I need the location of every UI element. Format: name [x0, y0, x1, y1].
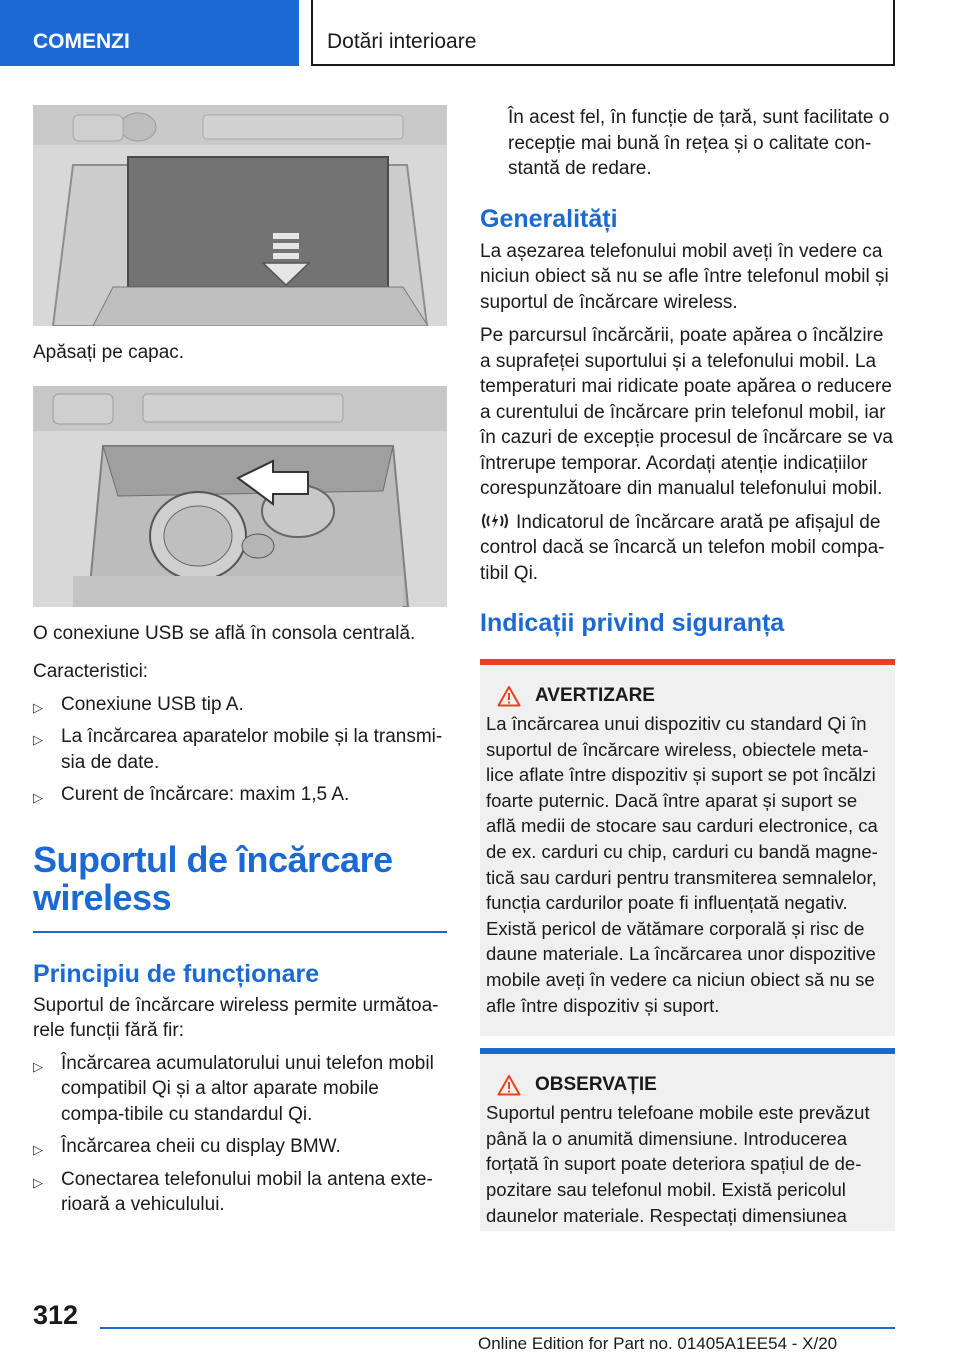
- continued-bullet-text: În acest fel, în funcție de țară, sunt facilitate o recepție mai bună în rețea și o calitate con‐stantă de redare.: [508, 107, 890, 179]
- photo-caption-2: O conexiune USB se află în consola centrală.: [33, 623, 416, 644]
- photo-caption-1: Apăsați pe capac.: [33, 342, 185, 363]
- page-number: 312: [33, 1300, 79, 1330]
- right-column: [480, 105, 895, 1231]
- bullet-triangle-icon: ▷: [33, 1142, 43, 1157]
- note-title: OBSERVAȚIE: [535, 1074, 657, 1096]
- cover-press-photo: [33, 105, 447, 326]
- warning-triangle-icon: [497, 685, 521, 707]
- warning-box: [480, 659, 895, 1036]
- page-header: [0, 0, 960, 66]
- note-heading: [497, 1074, 887, 1096]
- bullet-triangle-icon: ▷: [33, 1174, 43, 1190]
- warning-triangle-icon: [497, 1074, 521, 1096]
- subsection-title: Principiu de funcționare: [33, 959, 320, 988]
- chapter-title: Dotări interioare: [311, 0, 895, 66]
- list-item: ▷ La încărcarea aparatelor mobile și la transmi‐sia de date.: [33, 726, 443, 773]
- general-paragraph-3: Indicatorul de încărcare arată pe afișajul de control dacă se încarcă un telefon mobil compa‐tibil Qi.: [480, 511, 885, 584]
- section-tab: COMENZI: [0, 0, 299, 66]
- principle-intro: Suportul de încărcare wireless permite următoa‐rele funcții fără fir:: [33, 994, 439, 1041]
- bullet-triangle-icon: ▷: [33, 790, 43, 805]
- usb-console-photo: [33, 386, 447, 607]
- list-item: ▷ Curent de încărcare: maxim 1,5 A.: [33, 782, 447, 808]
- bullet-triangle-icon: ▷: [33, 699, 43, 715]
- warning-bar: [480, 659, 895, 665]
- section-title: Suportul de încărcare wireless: [33, 838, 393, 918]
- section-divider: [33, 931, 447, 933]
- list-item: ▷ Încărcarea acumulatorului unui telefon mobil compatibil Qi și a altor aparate mobile compa‐tibile cu standardul Qi.: [33, 1052, 434, 1125]
- note-bar: [480, 1048, 895, 1054]
- general-title: Generalități: [480, 204, 618, 233]
- left-column: [33, 105, 447, 1218]
- features-list: [33, 692, 447, 808]
- bullet-triangle-icon: ▷: [33, 732, 43, 747]
- principle-list: [33, 1051, 447, 1218]
- wireless-charging-icon: [480, 511, 510, 531]
- list-item: ▷ Conexiune USB tip A.: [33, 692, 447, 718]
- list-item: ▷ Conectarea telefonului mobil la antena exte‐rioară a vehiculului.: [33, 1168, 433, 1215]
- warning-text: La încărcarea unui dispozitiv cu standard Qi în suportul de încărcare wireless, obiectele meta‐lice aflate între dispozitiv și suport se pot încălzi foarte puternic. Dacă între aparat și suport se află medii de stocare sau carduri electronice, ca de ex. carduri cu chip, carduri cu bandă magne‐tică sau carduri pentru transmiterea semnalelor, funcția cardurilor poate fi influențată negativ. Există pericol de vătămare corporală și risc de daune materiale. La încărcarea unor dispozitive mobile aveți în vedere ca niciun obiect să nu se afle între dispozitiv și suport.: [486, 713, 878, 1016]
- bullet-triangle-icon: ▷: [33, 1058, 43, 1074]
- note-box: [480, 1048, 895, 1231]
- general-paragraph-1: La așezarea telefonului mobil aveți în vedere ca niciun obiect să nu se afle între telefonul mobil și suportul de încărcare wireless.: [480, 240, 889, 313]
- footer-rule: [100, 1327, 895, 1329]
- safety-title: Indicații privind siguranța: [480, 609, 785, 637]
- general-paragraph-2: Pe parcursul încărcării, poate apărea o încălzire a suprafeței suportului și a telefonului mobil. La temperaturi mai ridicate poate apărea o reducere a curentului de încărcare prin telefonul mobil, iar în cazuri de excepție procesul de încărcare se va întrerupe temporar. Acordați atenție indicațiilor corespunzătoare din manualul telefonului mobil.: [480, 325, 893, 499]
- list-item: ▷ Încărcarea cheii cu display BMW.: [33, 1134, 447, 1160]
- edition-text: Online Edition for Part no. 01405A1EE54 - X/20: [478, 1334, 838, 1353]
- warning-title: AVERTIZARE: [535, 685, 655, 706]
- warning-heading: [497, 685, 887, 707]
- note-text: Suportul pentru telefoane mobile este prevăzut până la o anumită dimensiune. Introducerea forțată în suport poate deteriora spațiul de de‐pozitare sau telefonul mobil. Există pericolul daunelor materiale. Respectați dimensiunea: [486, 1102, 870, 1226]
- features-label: Caracteristici:: [33, 661, 149, 682]
